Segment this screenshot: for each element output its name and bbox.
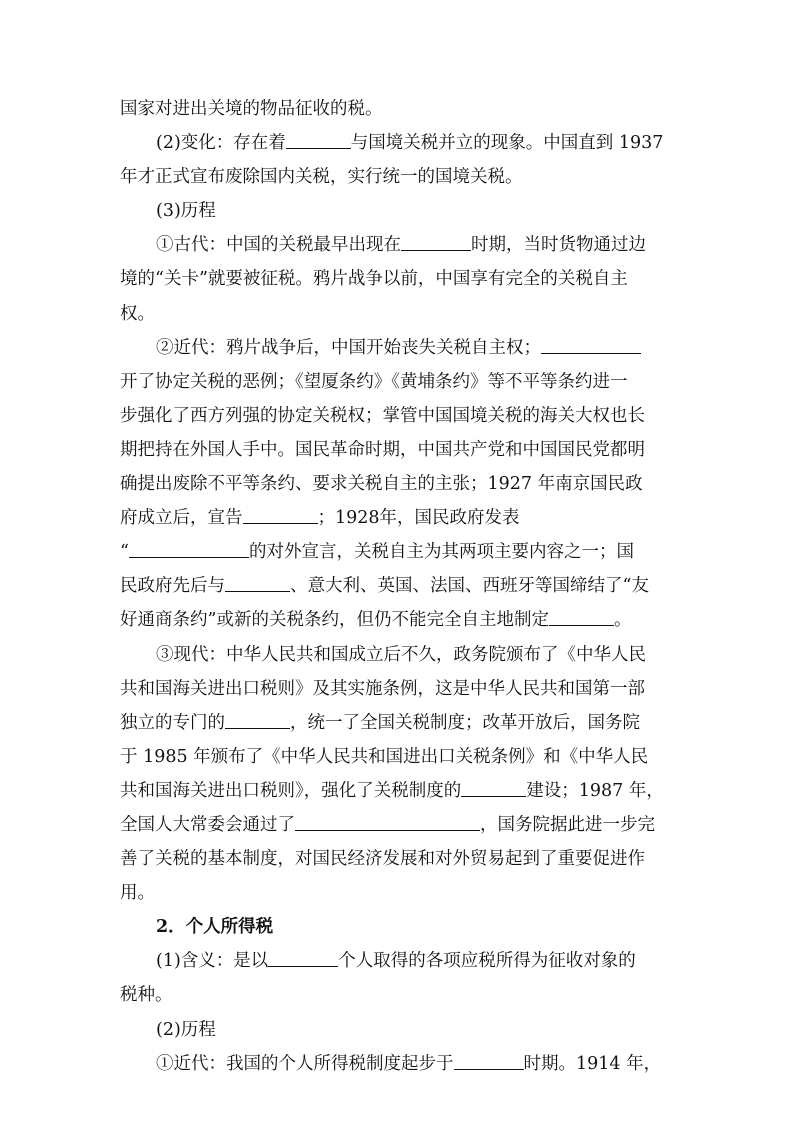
text-line: 共和国海关进出口税则》，强化了关税制度的 建设；1987 年， xyxy=(120,774,680,808)
answer-blank[interactable] xyxy=(401,228,471,251)
text-line: ③现代：中华人民共和国成立后不久，政务院颁布了《中华人民 xyxy=(156,644,646,665)
answer-blank[interactable] xyxy=(225,706,290,729)
text-line: 权。 xyxy=(120,303,155,324)
answer-blank[interactable] xyxy=(454,1047,524,1070)
text-line: 民政府先后与 、意大利、英国、法国、西班牙等国缔结了“友 xyxy=(120,569,680,603)
text-line: 国家对进出关境的物品征收的税。 xyxy=(120,99,383,119)
document-page xyxy=(120,92,680,1081)
text-line: “ 的对外宣言，关税自主为其两项主要内容之一；国 xyxy=(120,535,680,569)
text-line: 共和国海关进出口税则》及其实施条例，这是中华人民共和国第一部 xyxy=(120,678,645,699)
answer-blank[interactable] xyxy=(461,774,526,797)
text-line: 期把持在外国人手中。国民革命时期，中国共产党和中国国民党都明 xyxy=(120,439,645,460)
answer-blank[interactable] xyxy=(549,603,614,626)
text-line: (2)变化：存在着 与国境关税并立的现象。中国直到 1937 xyxy=(120,126,680,160)
section-heading: 2．个人所得税 xyxy=(156,917,274,938)
answer-blank[interactable] xyxy=(286,126,351,149)
text-line: 开了协定关税的恶例；《望厦条约》《黄埔条约》等不平等条约进一 xyxy=(120,371,628,392)
answer-blank[interactable] xyxy=(295,808,480,831)
text-line: 税种。 xyxy=(120,985,173,1006)
text-line: ①古代：中国的关税最早出现在 时期，当时货物通过边 xyxy=(120,228,680,262)
answer-blank[interactable] xyxy=(268,944,338,967)
text-line: 步强化了西方列强的协定关税权；掌管中国国境关税的海关大权也长 xyxy=(120,405,645,426)
text-line: 独立的专门的 ，统一了全国关税制度；改革开放后，国务院 xyxy=(120,706,680,740)
text-line: 境的“关卡”就要被征税。鸦片战争以前，中国享有完全的关税自主 xyxy=(120,269,628,290)
text-line: 善了关税的基本制度，对国民经济发展和对外贸易起到了重要促进作 xyxy=(120,849,645,870)
text-line: 年才正式宣布废除国内关税，实行统一的国境关税。 xyxy=(120,167,523,188)
answer-blank[interactable] xyxy=(225,569,290,592)
section-heading: (3)历程 xyxy=(156,201,216,222)
answer-blank[interactable] xyxy=(129,535,249,558)
text-line: 用。 xyxy=(120,883,155,904)
text-line: (1)含义：是以 个人取得的各项应税所得为征收对象的 xyxy=(120,944,680,978)
text-line: ①近代：我国的个人所得税制度起步于 时期。1914 年， xyxy=(120,1047,680,1081)
text-line: ②近代：鸦片战争后，中国开始丧失关税自主权； xyxy=(120,331,680,365)
text-line: 好通商条约”或新的关税条约，但仍不能完全自主地制定 。 xyxy=(120,603,680,637)
answer-blank[interactable] xyxy=(541,331,641,354)
text-line: 于 1985 年颁布了《中华人民共和国进出口关税条例》和《中华人民 xyxy=(120,746,649,767)
section-heading: (2)历程 xyxy=(156,1019,216,1040)
text-line: 府成立后，宣告 ；1928年，国民政府发表 xyxy=(120,501,680,535)
answer-blank[interactable] xyxy=(243,501,318,524)
text-line: 确提出废除不平等条约、要求关税自主的主张；1927 年南京国民政 xyxy=(120,474,643,495)
text-line: 全国人大常委会通过了 ，国务院据此进一步完 xyxy=(120,808,680,842)
